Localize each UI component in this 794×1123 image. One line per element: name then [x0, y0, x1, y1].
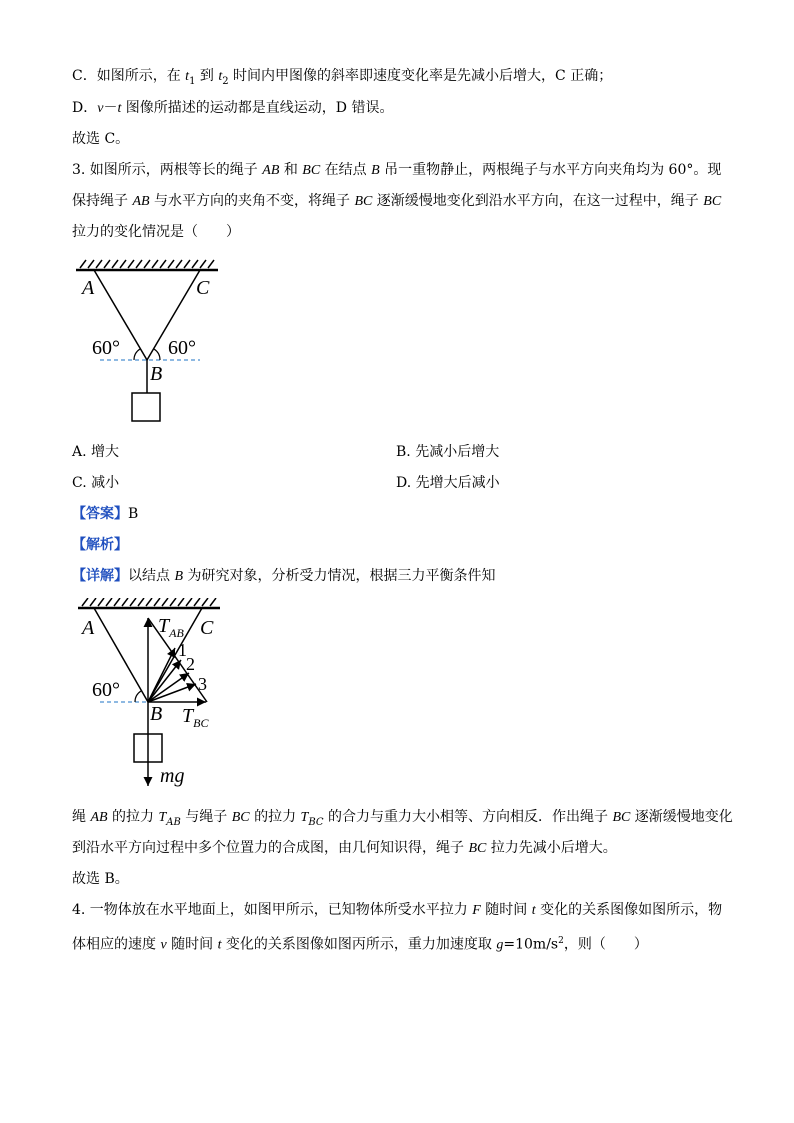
mg-label: mg [160, 765, 185, 787]
angle-arc-left [135, 691, 141, 702]
option-d: D. 先增大后减小 [396, 475, 500, 491]
number-3: 3 [198, 674, 207, 694]
angle-left-label: 60° [92, 337, 120, 359]
figure-rope-diagram [72, 258, 232, 428]
label-b: B [150, 703, 163, 725]
question-3-line-3: 拉力的变化情况是（ ） [72, 224, 240, 240]
ceiling-hatch [80, 260, 214, 268]
answer-tag: 【答案】 [72, 506, 128, 522]
analysis-tag: 【解析】 [72, 537, 128, 553]
angle-left-label: 60° [92, 679, 120, 701]
question-3-line-2: 保持绳子 AB 与水平方向的夹角不变，将绳子 BC 逐渐缓慢地变化到沿水平方向，在这一过程中，绳子 BC [72, 193, 722, 209]
answer-line [72, 504, 138, 524]
answer-value: B [128, 506, 139, 522]
ceiling-hatch [82, 598, 216, 606]
question-4-line-1: 4. 一物体放在水平地面上，如图甲所示，已知物体所受水平拉力 F 随时间 t 变化的关系图像如图所示，物 [72, 902, 723, 918]
explanation-line-1: 绳 AB 的拉力 $T_{AB}$ 与绳子 BC 的拉力 $T_{BC}$ 的合力与重力大小相等、方向相反．作出绳子 BC 逐渐缓慢地变化 [72, 809, 733, 828]
label-a: A [82, 277, 95, 299]
t-ab-label: $T_{AB}$ [158, 615, 184, 640]
label-a: A [82, 617, 95, 639]
label-c: C [200, 617, 214, 639]
t-bc-arrow-2 [148, 673, 189, 702]
label-c: C [196, 277, 210, 299]
figure-force-diagram [72, 598, 232, 793]
option-c: C. 减小 [72, 475, 120, 491]
option-a: A. 增大 [72, 444, 120, 460]
option-d-explanation: D．v－t 图像所描述的运动都是直线运动，D 错误。 [72, 100, 394, 116]
option-c-explanation: C．如图所示，在 $t_1$ 到 $t_2$ 时间内甲图像的斜率即速度变化率是先减小后增大，C 正确； [72, 68, 613, 87]
explanation-line-2: 到沿水平方向过程中多个位置力的合成图，由几何知识得，绳子 BC 拉力先减小后增大。 [72, 840, 617, 856]
weight-block [132, 393, 160, 421]
question-4-line-2: 体相应的速度 v 随时间 t 变化的关系图像如图丙所示，重力加速度取 $g=10m/s^2$，则（ ） [72, 936, 648, 953]
choose-b-line: 故选 B。 [72, 871, 129, 887]
option-b: B. 先减小后增大 [396, 444, 500, 460]
number-2: 2 [186, 654, 195, 674]
label-b: B [150, 363, 163, 385]
angle-arc-right [154, 349, 160, 360]
angle-arc-left [134, 349, 140, 360]
t-bc-label: $T_{BC}$ [182, 705, 209, 730]
analysis-line [72, 535, 128, 555]
choose-c-line: 故选 C。 [72, 131, 130, 147]
angle-right-label: 60° [168, 337, 196, 359]
question-3-line-1: 3. 如图所示，两根等长的绳子 AB 和 BC 在结点 B 吊一重物静止，两根绳子与水平方向夹角均为 60°。现 [72, 162, 722, 178]
detail-line: 【详解】以结点 B 为研究对象，分析受力情况，根据三力平衡条件知 [72, 568, 496, 584]
detail-tag: 【详解】 [72, 568, 128, 584]
number-1: 1 [178, 640, 187, 660]
